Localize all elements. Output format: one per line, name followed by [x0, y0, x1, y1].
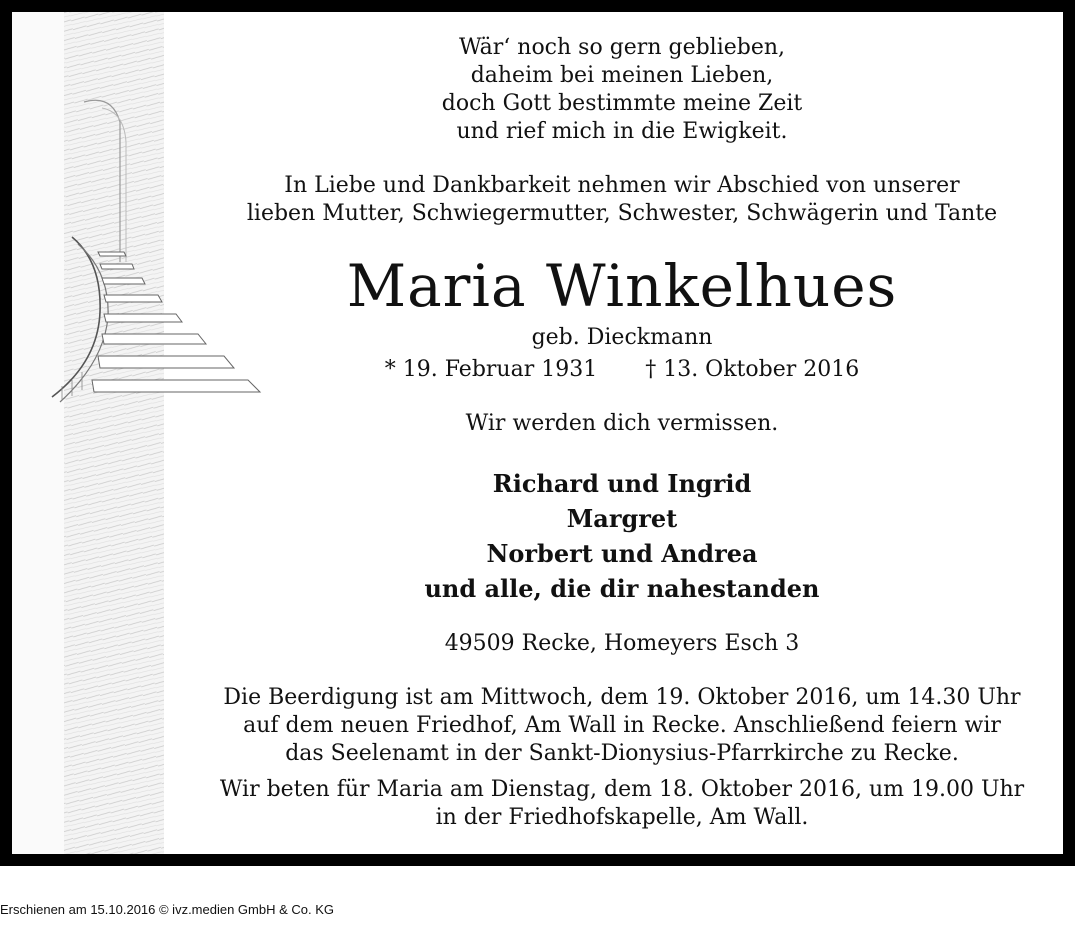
address: 49509 Recke, Homeyers Esch 3: [444, 631, 800, 656]
birth-date: * 19. Februar 1931: [384, 357, 598, 382]
family-member: Richard und Ingrid: [492, 469, 752, 498]
maiden-name: geb. Dieckmann: [531, 325, 713, 350]
poem-line: und rief mich in die Ewigkeit.: [456, 119, 788, 144]
poem-line: doch Gott bestimmte meine Zeit: [441, 91, 803, 116]
deceased-name: Maria Winkelhues: [346, 252, 898, 320]
poem: [212, 34, 1032, 146]
funeral-line: das Seelenamt in der Sankt-Dionysius-Pfarrkirche zu Recke.: [285, 741, 959, 766]
family-member: und alle, die dir nahestanden: [424, 574, 820, 603]
family-member: Norbert und Andrea: [486, 539, 758, 568]
prayer-line: in der Friedhofskapelle, Am Wall.: [435, 805, 809, 830]
poem-line: daheim bei meinen Lieben,: [470, 63, 774, 88]
publication-footer: Erschienen am 15.10.2016 © ivz.medien GmbH & Co. KG: [0, 902, 335, 917]
life-dates: [212, 356, 1032, 384]
closing-line: Wir werden dich vermissen.: [465, 411, 779, 436]
obituary-card: [12, 12, 1063, 854]
family-member: Margret: [566, 504, 678, 533]
intro-line: In Liebe und Dankbarkeit nehmen wir Abschied von unserer: [284, 173, 960, 198]
family-list: [212, 466, 1032, 606]
funeral-line: Die Beerdigung ist am Mittwoch, dem 19. Oktober 2016, um 14.30 Uhr: [223, 685, 1021, 710]
death-date: † 13. Oktober 2016: [645, 357, 860, 382]
funeral-info: [212, 684, 1032, 768]
prayer-info: [212, 776, 1032, 832]
prayer-line: Wir beten für Maria am Dienstag, dem 18. Oktober 2016, um 19.00 Uhr: [219, 777, 1025, 802]
poem-line: Wär‘ noch so gern geblieben,: [458, 35, 786, 60]
intro-text: [212, 172, 1032, 228]
intro-line: lieben Mutter, Schwiegermutter, Schwester, Schwägerin und Tante: [246, 201, 998, 226]
funeral-line: auf dem neuen Friedhof, Am Wall in Recke. Anschließend feiern wir: [243, 713, 1001, 738]
